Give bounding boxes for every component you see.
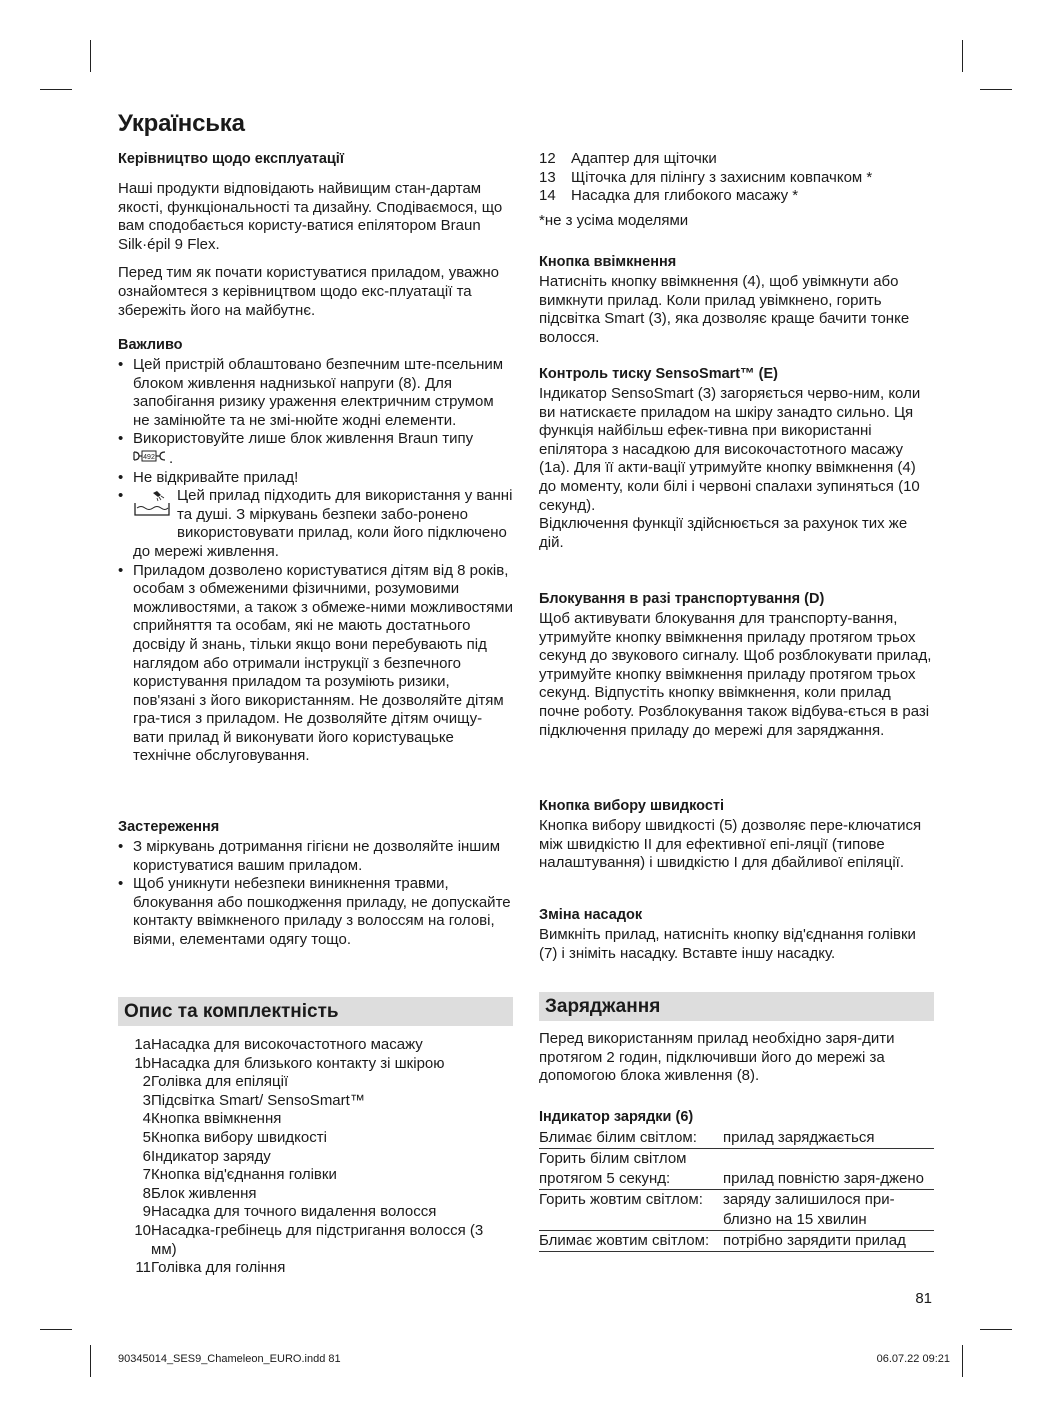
part-label: Голівка для епіляції [151, 1073, 289, 1091]
crop-mark [90, 1345, 91, 1377]
part-item [118, 1110, 513, 1129]
charging-text: Перед використанням прилад необхідно заря-дити протягом 2 годин, підключивши його до мережі за допомогою блока живлення (8). [539, 1030, 895, 1085]
part-number: 2 [142, 1073, 151, 1091]
indicator-row [539, 1149, 934, 1190]
part-label: Насадка для точного видалення волосся [151, 1203, 437, 1221]
part-label: Кнопка від'єднання голівки [151, 1166, 337, 1184]
part-label: Насадка для близького контакту зі шкірою [151, 1054, 445, 1072]
guide-section [118, 150, 513, 320]
part-label: Блок живлення [151, 1184, 257, 1202]
guide-paragraph-1: Наші продукти відповідають найвищим стан-дартам якості, функціональності та дизайну. Сподіваємося, що вам сподобається користу-ватися епілятором Braun Silk·épil 9 Flex. [118, 180, 503, 253]
crop-mark [90, 40, 91, 72]
page-title: Українська [118, 110, 245, 137]
part-label: Індикатор заряду [151, 1147, 271, 1165]
part-label: Кнопка вибору швидкості [151, 1128, 327, 1146]
indicator-state: Горить білим світлом протягом 5 секунд: [539, 1150, 687, 1187]
part-item [539, 150, 934, 169]
part-item [118, 1055, 513, 1074]
speed-section [539, 797, 934, 873]
indicator-row [539, 1231, 934, 1252]
part-label: Кнопка ввімкнення [151, 1110, 282, 1128]
guide-paragraph-2: Перед тим як почати користуватися приладом, уважно ознайомтеся з керівництвом щодо екс-плуатації та збережіть його на майбутнє. [118, 264, 500, 319]
transport-lock-section [539, 590, 934, 740]
footer-date: 06.07.22 09:21 [876, 1353, 950, 1365]
part-number: 10 [134, 1221, 151, 1239]
part-item [118, 1185, 513, 1204]
speed-heading: Кнопка вибору швидкості [539, 798, 725, 814]
part-label: Адаптер для щіточки [571, 150, 717, 167]
caution-section [118, 818, 513, 950]
crop-mark [962, 40, 963, 72]
important-item: • Приладом дозволено користуватися дітям від 8 років, особам з обмеженими фізичними, розумовими можливостями, а також з обмеже-ними можливостями сприйняття та особам, які не мають достатнього досвіду й знань, тільки якщо вони перебувають під наглядом або отримали інструкції з безпечного користування приладом та розуміють ризики, пов'язані з його використанням. Не дозволяйте дітям гра-тися з приладом. Не дозволяйте дітям очищу-вати прилад й виконувати його користувацьке технічне обслуговування. [118, 562, 513, 767]
sensosmart-text: Індикатор SensoSmart (3) загоряється черво-ним, коли ви натискаєте приладом на шкіру занадто сильно. Ця функція найбільш ефек-тивна при використанні епілятора з насадкою для високочастотного масажу (1a). Для її акти-вації утримуйте кнопку ввімкнення (4) до моменту, коли білі і червоні спалахи зупиняться (10 секунд). [539, 385, 921, 514]
transport-lock-text: Щоб активувати блокування для транспорту-вання, утримуйте кнопку ввімкнення приладу протягом трьох секунд до звукового сигналу. Щоб розблокувати прилад, утримуйте кнопку ввімкнення приладу протягом трьох секунд. Відпустіть кнопку ввімкнення, коли прилад почне роботу. Розблокування також відбува-ється в разі підключення приладу до мережі для заряджання. [539, 610, 932, 739]
charge-indicator-table [539, 1128, 934, 1252]
part-label: Підсвітка Smart/ SensoSmart™ [151, 1091, 365, 1109]
part-number: 14 [539, 187, 556, 205]
important-item: • Використовуйте лише блок живлення Braun типу 492 . [118, 430, 513, 468]
part-item [118, 1222, 513, 1259]
parts-list [118, 1036, 513, 1278]
part-number: 8 [142, 1184, 151, 1202]
description-heading: Опис та комплектність [118, 997, 513, 1026]
parts-list-continued [539, 150, 934, 230]
important-heading: Важливо [118, 337, 183, 353]
part-label: Насадка для глибокого масажу * [571, 187, 799, 205]
part-number: 6 [142, 1147, 151, 1165]
indicator-meaning: прилад заряджається [723, 1129, 875, 1146]
caution-item: • З міркувань дотримання гігієни не дозволяйте іншим користуватися вашим приладом. [118, 838, 513, 875]
charging-bar [539, 992, 934, 1021]
footer-file: 90345014_SES9_Chameleon_EURO.indd 81 [118, 1353, 341, 1365]
change-text: Вимкніть прилад, натисніть кнопку від'єднання голівки (7) і зніміть насадку. Вставте іншу насадку. [539, 926, 916, 962]
important-item: • Не відкривайте прилад! [118, 469, 513, 488]
crop-mark [40, 89, 72, 90]
power-heading: Кнопка ввімкнення [539, 254, 677, 270]
indicator-state: Горить жовтим світлом: [539, 1191, 703, 1208]
sensosmart-section [539, 365, 934, 552]
crop-mark [980, 89, 1012, 90]
part-item [539, 169, 934, 188]
part-label: Насадка-гребінець для підстригання волосся (3 мм) [151, 1221, 484, 1258]
description-bar [118, 997, 513, 1026]
part-item [118, 1092, 513, 1111]
part-item [118, 1203, 513, 1222]
indicator-state: Блимає білим світлом: [539, 1129, 697, 1146]
important-item: • Цей прилад підходить для використання у ванні та душі. З міркувань безпеки забо-ронено використовувати прилад, коли його підключено до мережі живлення. [118, 487, 513, 561]
part-item [539, 187, 934, 206]
indicator-meaning: потрібно зарядити прилад [723, 1232, 906, 1249]
caution-item: • Щоб уникнути небезпеки виникнення травми, блокування або пошкодження приладу, не допускайте контакту ввімкненого приладу з волоссям на голові, віями, елементами одягу тощо. [118, 875, 513, 949]
part-number: 4 [142, 1110, 151, 1128]
part-label: Голівка для гоління [151, 1259, 286, 1277]
indicator-row [539, 1190, 934, 1231]
part-number: 1a [134, 1036, 151, 1053]
guide-heading: Керівництво щодо експлуатації [118, 151, 344, 167]
part-item [118, 1073, 513, 1092]
crop-mark [980, 1329, 1012, 1330]
part-label: Насадка для високочастотного масажу [151, 1036, 423, 1053]
bath-shower-icon [133, 489, 171, 525]
part-number: 5 [142, 1128, 151, 1146]
crop-mark [40, 1329, 72, 1330]
speed-text: Кнопка вибору швидкості (5) дозволяє пере-ключатися між швидкістю II для ефективної епі-ляції (типове налаштування) і швидкістю I для дбайливої епіляції. [539, 817, 922, 872]
part-item [118, 1148, 513, 1167]
indicator-meaning: прилад повністю заря-джено [723, 1170, 924, 1187]
charge-indicator-heading: Індикатор зарядки (6) [539, 1109, 694, 1125]
page-number: 81 [915, 1290, 932, 1307]
charge-indicator-section [539, 1108, 934, 1252]
charging-heading: Заряджання [539, 992, 934, 1021]
sensosmart-text-2: Відключення функції здійснюється за рахунок тих же дій. [539, 515, 908, 551]
indicator-state: Блимає жовтим світлом: [539, 1232, 710, 1249]
part-item [118, 1259, 513, 1278]
crop-mark [962, 1345, 963, 1377]
part-label: Щіточка для пілінгу з захисним ковпачком * [571, 168, 873, 186]
part-number: 12 [539, 150, 556, 167]
part-number: 3 [142, 1091, 151, 1109]
transport-lock-heading: Блокування в разі транспортування (D) [539, 591, 825, 607]
change-heading: Зміна насадок [539, 907, 643, 923]
power-supply-code: 492 [143, 453, 155, 461]
part-number: 1b [134, 1054, 151, 1072]
part-number: 7 [142, 1166, 151, 1184]
indicator-row [539, 1128, 934, 1149]
part-item [118, 1129, 513, 1148]
part-number: 11 [135, 1259, 151, 1277]
important-section [118, 336, 513, 766]
part-number: 13 [539, 168, 556, 186]
caution-heading: Застереження [118, 819, 220, 835]
part-number: 9 [142, 1203, 151, 1221]
charging-section [539, 1030, 934, 1086]
power-text: Натисніть кнопку ввімкнення (4), щоб увімкнути або вимкнути прилад. Коли прилад увімкнено, горить підсвітка Smart (3), яка дозволяє краще бачити тонке волосся. [539, 273, 910, 346]
sensosmart-heading: Контроль тиску SensoSmart™ (E) [539, 366, 778, 382]
power-section [539, 253, 934, 347]
power-supply-type-icon [133, 449, 169, 469]
footnote: *не з усіма моделями [539, 211, 689, 229]
part-item [118, 1166, 513, 1185]
change-section [539, 906, 934, 963]
important-item: • Цей пристрій облаштовано безпечним ште-псельним блоком живлення наднизької напруги (8). Для запобігання ризику ураження електричним струмом не замінюйте та не змі-нюйте жодні елементи. [118, 356, 513, 430]
part-item [118, 1036, 513, 1055]
indicator-meaning: заряду залишилося при-близно на 15 хвилин [723, 1191, 895, 1228]
